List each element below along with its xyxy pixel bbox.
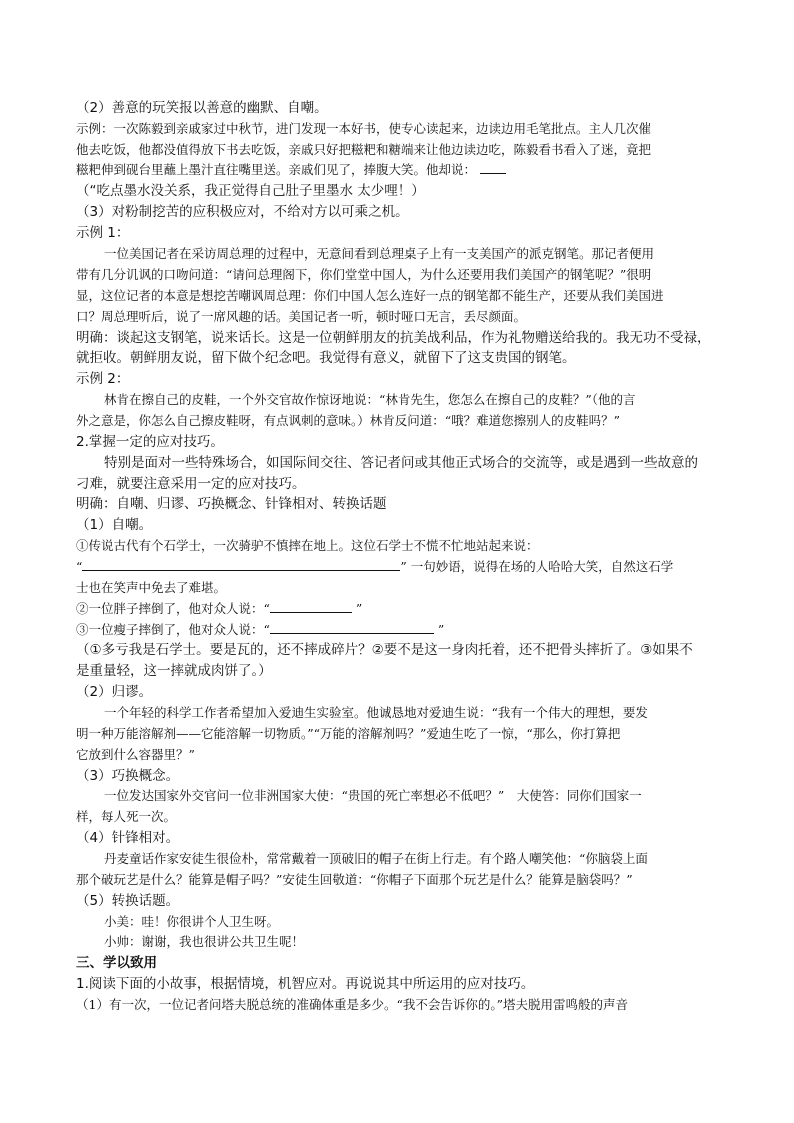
text-line: 小帅：谢谢，我也很讲公共卫生呢！ <box>104 934 305 949</box>
text-span: ” <box>400 559 407 574</box>
text-line: （“吃点墨水没关系，我正觉得自己肚子里墨水 太少哩！） <box>76 183 425 199</box>
answer-blank[interactable] <box>270 620 434 634</box>
text-line: （1）有一次，一位记者问塔夫脱总统的准确体重是多少。“我不会告诉你的。”塔夫脱用雷鸣般的声音 <box>76 997 628 1012</box>
text-line: 一个年轻的科学工作者希望加入爱迪生实验室。他诚恳地对爱迪生说：“我有一个伟大的理想，要发 <box>104 705 648 720</box>
text-line: 带有几分讥讽的口吻问道：“请问总理阁下，你们堂堂中国人，为什么还要用我们美国产的钢笔呢？”很明 <box>76 267 652 282</box>
text-line: 口？周总理听后，说了一席风趣的话。美国记者一听，顿时哑口无言，丢尽颜面。 <box>76 309 527 324</box>
text-line: 丹麦童话作家安徒生很俭朴，常常戴着一顶破旧的帽子在街上行走。有个路人嘲笑他：“你脑袋上面 <box>104 851 648 866</box>
text-line: 一位发达国家外交官问一位非洲国家大使：“贵国的死亡率想必不低吧？” 大使答：同你们国家一 <box>104 788 642 803</box>
text-span: ②一位胖子摔倒了，他对众人说：“ <box>76 601 270 616</box>
text-line: 是重量轻，这一摔就成肉饼了。） <box>76 663 272 679</box>
text-line: 1.阅读下面的小故事，根据情境，机智应对。再说说其中所运用的应对技巧。 <box>76 976 535 992</box>
text-span: ③一位瘦子摔倒了，他对众人说：“ <box>76 622 270 637</box>
text-line: 就拒收。朝鲜朋友说，留下做个纪念吧。我觉得有意义，就留下了这支贵国的钢笔。 <box>76 350 576 366</box>
text-line: 特别是面对一些特殊场合，如国际间交往、答记者问或其他正式场合的交流等，或是遇到一些故意的 <box>104 455 698 471</box>
text-span: 一句妙语，说得在场的人哈哈大笑，自然这石学 <box>410 559 674 574</box>
text-span: 糍粑伸到砚台里蘸上墨汁直往嘴里送。亲戚们见了，捧腹大笑。他却说： <box>76 162 477 177</box>
text-line: 外之意是，你怎么自己擦皮鞋呀，有点讽刺的意味。）林肯反问道：“哦？难道您擦别人的皮鞋吗？” <box>76 413 621 428</box>
text-line: 他去吃饭，他都没值得放下书去吃饭，亲戚只好把糍粑和糖端来让他边读边吃，陈毅看书看入了迷，竟把 <box>76 142 652 157</box>
text-line: 样，每人死一次。 <box>76 809 177 824</box>
text-line: 小美：哇！你很讲个人卫生呀。 <box>104 914 280 929</box>
text-line: （1）自嘲。 <box>76 517 153 533</box>
text-span: ” <box>437 622 445 637</box>
text-line: 2.掌握一定的应对技巧。 <box>76 434 224 450</box>
text-line: 林肯在擦自己的皮鞋，一个外交官故作惊讶地说：“林肯先生，您怎么在擦自己的皮鞋？”（他的言 <box>104 392 636 407</box>
text-line: 士也在笑声中免去了难堪。 <box>76 580 227 595</box>
text-line <box>76 160 724 180</box>
text-line: （2）善意的玩笑报以善意的幽默、自嘲。 <box>76 100 328 116</box>
text-line: ①传说古代有个石学士，一次骑驴不慎摔在地上。这位石学士不慌不忙地站起来说： <box>76 538 539 553</box>
text-line: 明确：自嘲、归谬、巧换概念、针锋相对、转换话题 <box>76 496 387 512</box>
answer-blank[interactable] <box>480 160 506 174</box>
text-line: （①多亏我是石学士。要是瓦的，还不摔成碎片？②要不是这一身肉托着，还不把骨头摔折了。③如果不 <box>76 642 693 658</box>
text-line: （3）巧换概念。 <box>76 768 180 784</box>
text-line: （5）转换话题。 <box>76 893 180 909</box>
text-line: “ ” 一句妙语，说得在场的人哈哈大笑，自然这石学 <box>76 559 674 574</box>
text-line: （4）针锋相对。 <box>76 830 180 846</box>
text-line: 它放到什么容器里？” <box>76 747 195 762</box>
section-heading: 三、学以致用 <box>76 955 157 971</box>
answer-blank[interactable] <box>82 557 400 571</box>
text-line: 刁难，就要注意采用一定的应对技巧。 <box>76 476 306 492</box>
text-line: （3）对粉制挖苦的应积极应对，不给对方以可乘之机。 <box>76 204 409 220</box>
text-line: 一位美国记者在采访周总理的过程中，无意间看到总理桌子上有一支美国产的派克钢笔。那记者便用 <box>104 246 655 261</box>
text-line <box>76 620 724 640</box>
text-line: 示例：一次陈毅到亲戚家过中秋节，进门发现一本好书，使专心读起来，边读边用毛笔批点。主人几次催 <box>76 121 652 136</box>
text-span: ” <box>355 601 363 616</box>
text-line: 显，这位记者的本意是想挖苦嘲讽周总理：你们中国人怎么连好一点的钢笔都不能生产，还要从我们美国进 <box>76 288 664 303</box>
text-line: 明确：谈起这支钢笔，说来话长。这是一位朝鲜朋友的抗美战利品，作为礼物赠送给我的。我无功不受禄， <box>76 330 711 346</box>
text-line <box>76 599 724 619</box>
text-line: 明一种万能溶解剂——它能溶解一切物质。”“万能的溶解剂吗？”爱迪生吃了一惊，“那么，你打算把 <box>76 726 621 741</box>
answer-blank[interactable] <box>270 599 352 613</box>
text-line: 那个破玩艺是什么？能算是帽子吗？”安徒生回敬道：“你帽子下面那个玩艺是什么？能算是脑袋吗？” <box>76 872 633 887</box>
text-line: （2）归谬。 <box>76 684 153 700</box>
text-line: 示例 1： <box>76 225 130 241</box>
text-line: 示例 2： <box>76 371 130 387</box>
